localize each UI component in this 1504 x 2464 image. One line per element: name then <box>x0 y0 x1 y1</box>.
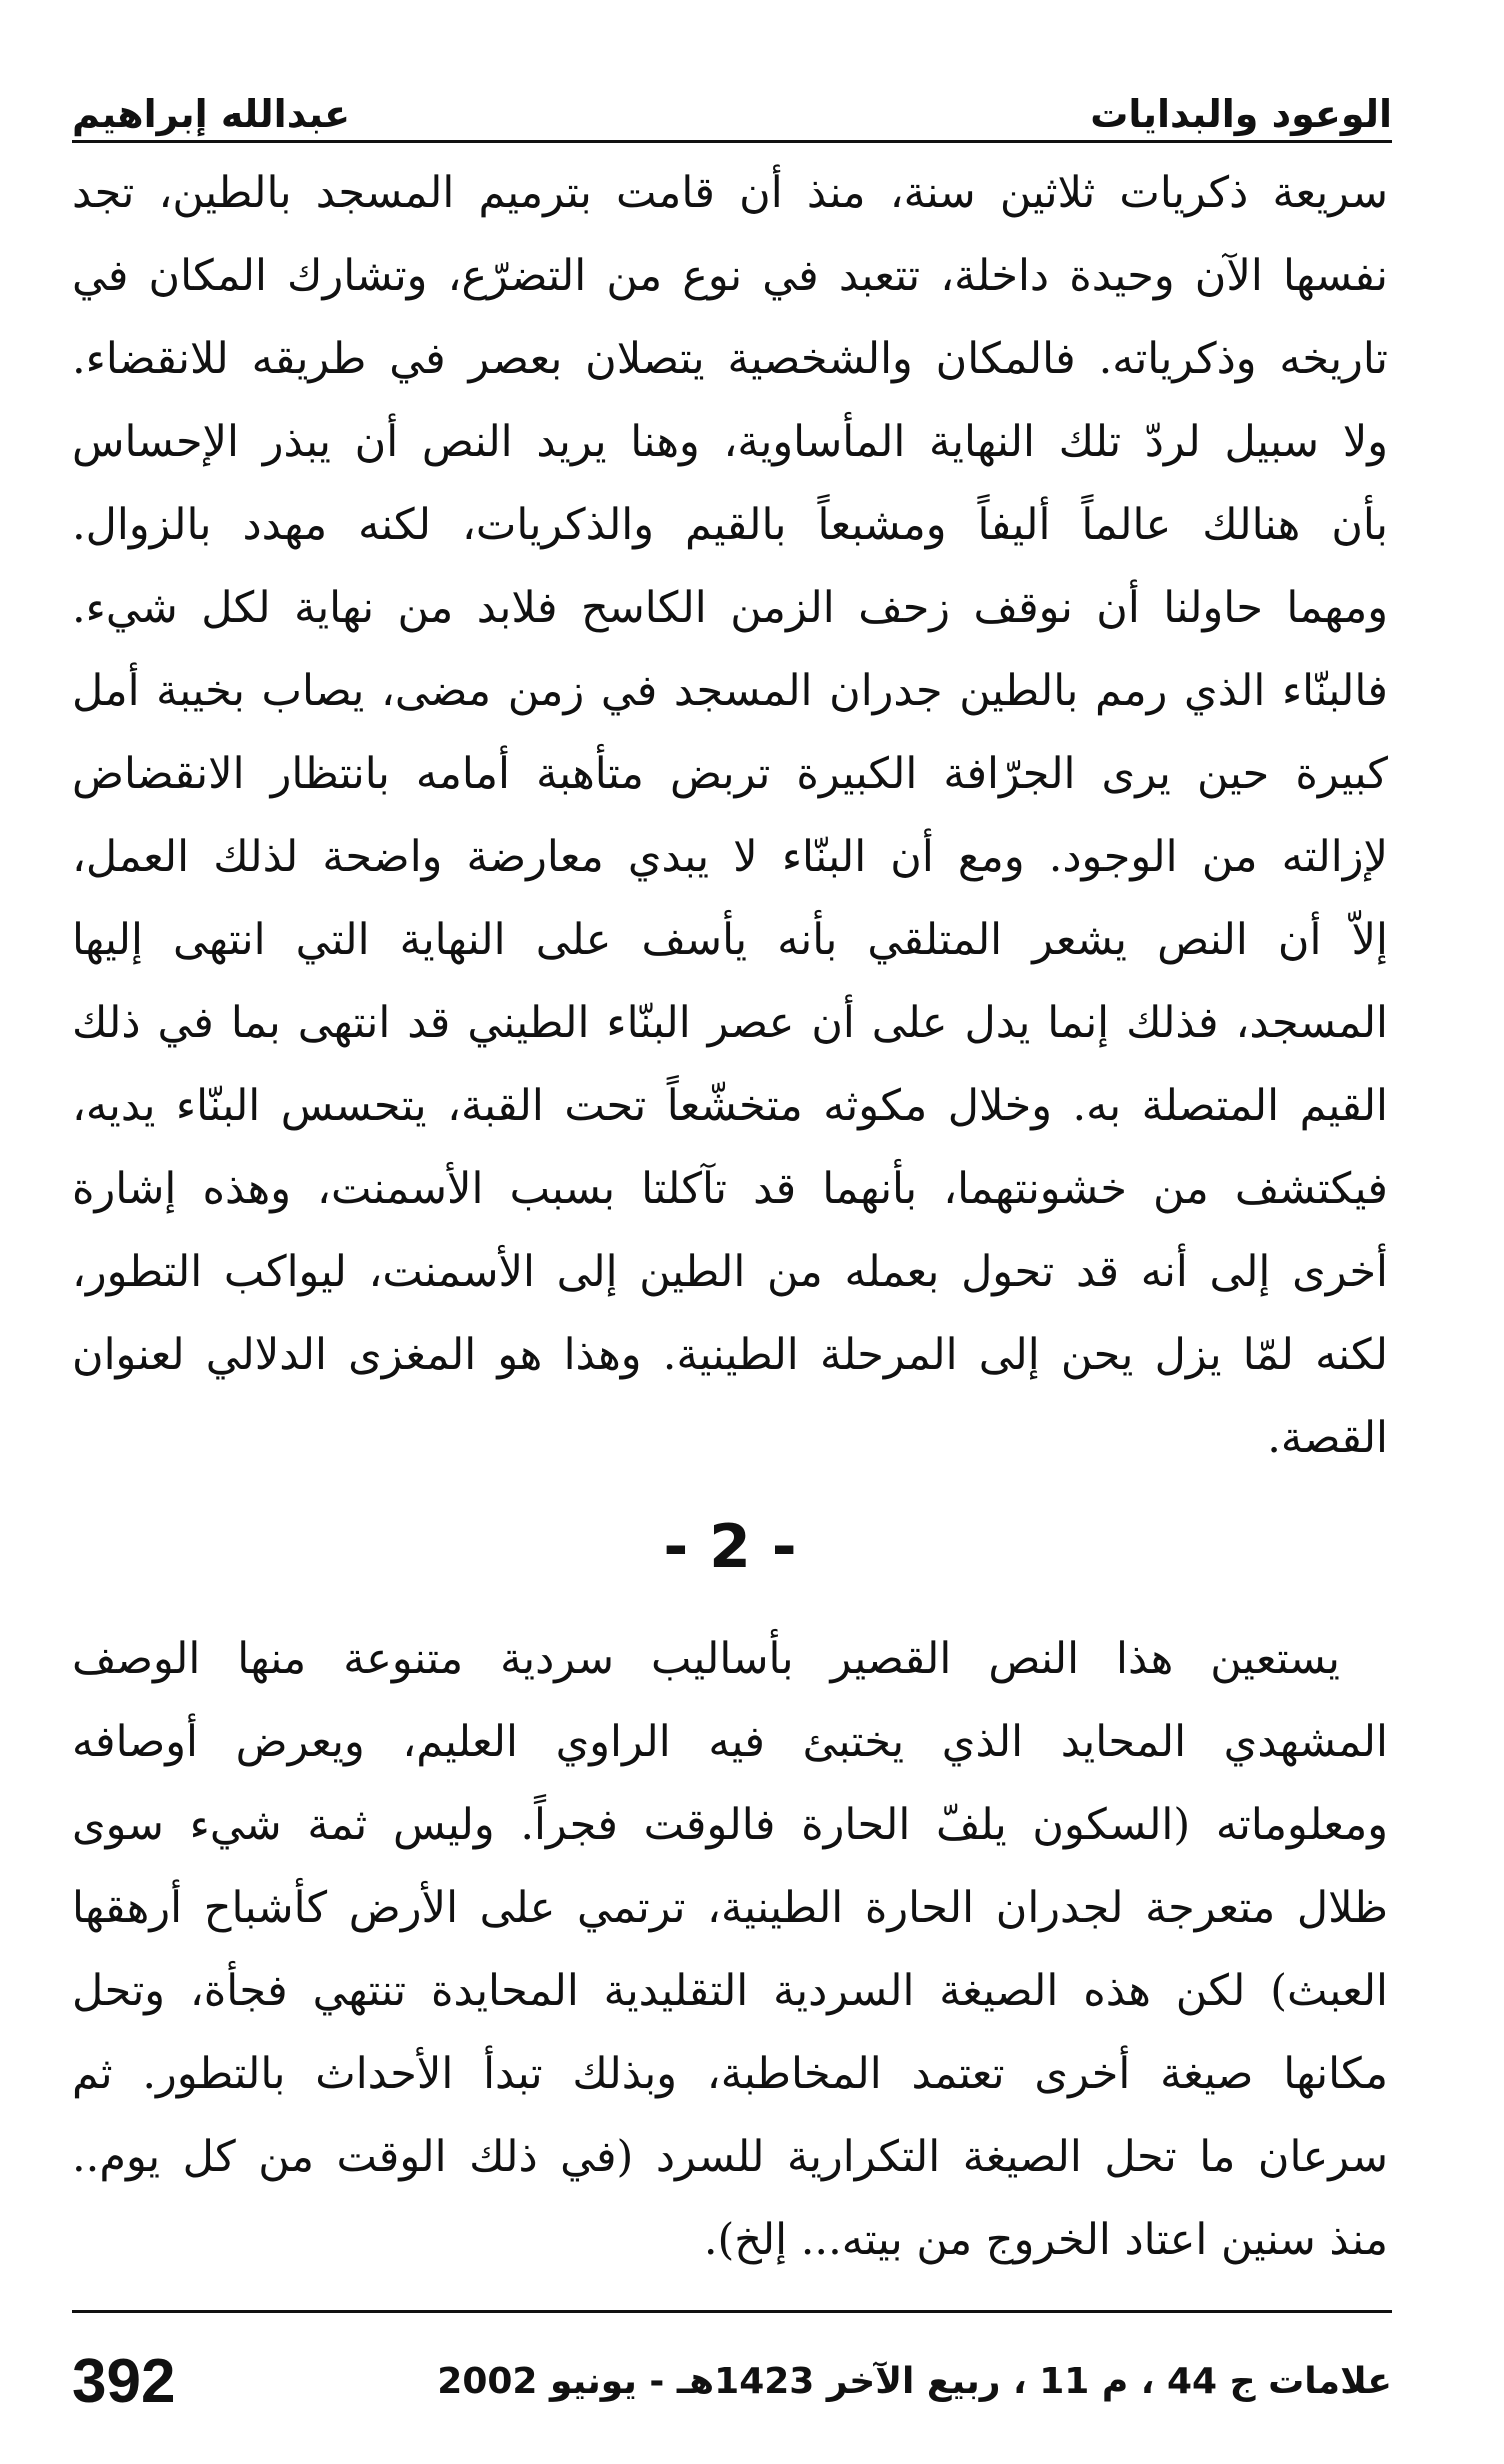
text-line: مكانها صيغة أخرى تعتمد المخاطبة، وبذلك تبدأ الأحداث بالتطور. ثم <box>72 2049 1388 2099</box>
text-line: أخرى إلى أنه قد تحول بعمله من الطين إلى الأسمنت، ليواكب التطور، <box>72 1247 1388 1297</box>
text-line: فيكتشف من خشونتهما، بأنهما قد تآكلتا بسبب الأسمنت، وهذه إشارة <box>72 1164 1388 1214</box>
text-line: ومعلوماته (السكون يلفّ الحارة فالوقت فجراً. وليس ثمة شيء سوى <box>72 1800 1388 1850</box>
text-line: القصة. <box>1267 1413 1388 1463</box>
section-number: - 2 - <box>663 1512 797 1582</box>
journal-citation: علامات ج 44 ، م 11 ، ربيع الآخر 1423هـ - يونيو 2002 <box>437 2360 1392 2402</box>
header-rule <box>72 140 1392 143</box>
text-line: ومهما حاولنا أن نوقف زحف الزمن الكاسح فلابد من نهاية لكل شيء. <box>72 583 1388 633</box>
text-line: تاريخه وذكرياته. فالمكان والشخصية يتصلان بعصر في طريقه للانقضاء. <box>72 334 1388 384</box>
author-name: عبدالله إبراهيم <box>72 92 351 137</box>
text-line: بأن هنالك عالماً أليفاً ومشبعاً بالقيم والذكريات، لكنه مهدد بالزوال. <box>72 500 1388 550</box>
text-line: المشهدي المحايد الذي يختبئ فيه الراوي العليم، ويعرض أوصافه <box>72 1717 1388 1767</box>
page-number: 392 <box>72 2346 176 2416</box>
text-line: سريعة ذكريات ثلاثين سنة، منذ أن قامت بترميم المسجد بالطين، تجد <box>72 168 1388 218</box>
running-header <box>72 48 1392 138</box>
text-line: فالبنّاء الذي رمم بالطين جدران المسجد في زمن مضى، يصاب بخيبة أمل <box>72 666 1388 716</box>
text-line: المسجد، فذلك إنما يدل على أن عصر البنّاء الطيني قد انتهى بما في ذلك <box>72 998 1388 1048</box>
paragraph-1 <box>72 152 1388 1480</box>
text-line: القيم المتصلة به. وخلال مكوثه متخشّعاً تحت القبة، يتحسس البنّاء يديه، <box>72 1081 1388 1131</box>
text-line: لكنه لمّا يزل يحن إلى المرحلة الطينية. وهذا هو المغزى الدلالي لعنوان <box>72 1330 1388 1380</box>
text-line: يستعين هذا النص القصير بأساليب سردية متنوعة منها الوصف <box>72 1634 1340 1684</box>
text-line: سرعان ما تحل الصيغة التكرارية للسرد (في ذلك الوقت من كل يوم.. <box>72 2132 1388 2182</box>
text-line: إلاّ أن النص يشعر المتلقي بأنه يأسف على النهاية التي انتهى إليها <box>72 915 1388 965</box>
text-line: نفسها الآن وحيدة داخلة، تتعبد في نوع من التضرّع، وتشارك المكان في <box>72 251 1388 301</box>
text-line: كبيرة حين يرى الجرّافة الكبيرة تربض متأهبة أمامه بانتظار الانقضاض <box>72 749 1388 799</box>
text-line: منذ سنين اعتاد الخروج من بيته... إلخ). <box>703 2215 1388 2265</box>
text-line: لإزالته من الوجود. ومع أن البنّاء لا يبدي معارضة واضحة لذلك العمل، <box>72 832 1388 882</box>
running-footer <box>72 2326 1392 2436</box>
book-title: الوعود والبدايات <box>1090 92 1392 137</box>
footer-rule <box>72 2310 1392 2313</box>
text-line: ظلال متعرجة لجدران الحارة الطينية، ترتمي على الأرض كأشباح أرهقها <box>72 1883 1388 1933</box>
text-line: العبث) لكن هذه الصيغة السردية التقليدية المحايدة تنتهي فجأة، وتحل <box>72 1966 1388 2016</box>
paragraph-2 <box>72 1618 1388 2282</box>
body-text <box>72 152 1388 2282</box>
text-line: ولا سبيل لردّ تلك النهاية المأساوية، وهنا يريد النص أن يبذر الإحساس <box>72 417 1388 467</box>
